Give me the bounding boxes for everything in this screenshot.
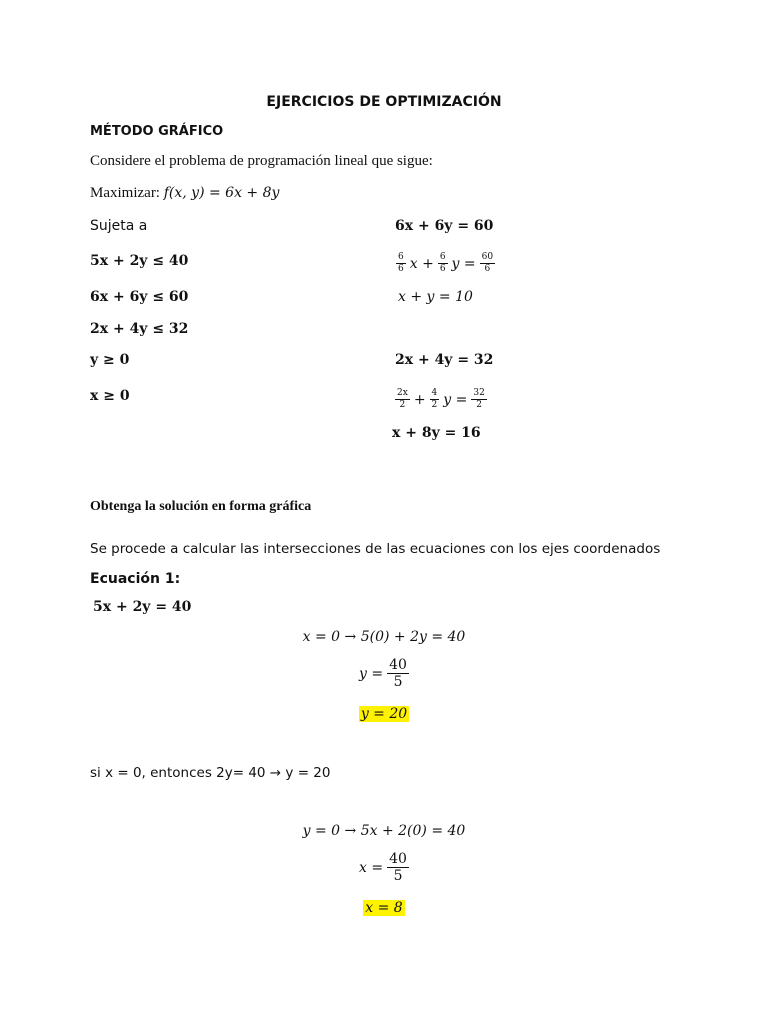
objective-line [90, 185, 279, 202]
equation-1-main: 5x + 2y = 40 [93, 599, 192, 615]
step-b-substitution: y = 0 → 5x + 2(0) = 40 [302, 823, 466, 839]
equation-heading: Ecuación 1: [90, 571, 181, 587]
step-a-result [0, 706, 768, 722]
equation-1: 6x + 6y = 60 [395, 218, 494, 234]
step-b-fraction: x = $\frac{40}{5}$ [359, 851, 407, 884]
equation-1-simplified: x + y = 10 [398, 289, 473, 305]
note-text: si x = 0, entonces 2y= 40 → y = 20 [90, 765, 331, 781]
step-b-result [0, 900, 768, 916]
equation-1-fraction-form: $\frac{6}{6}$ x + $\frac{6}{6}$ y = $\frac{60}{6}$ [398, 252, 494, 274]
constraint-4: y ≥ 0 [90, 352, 130, 368]
page-title: EJERCICIOS DE OPTIMIZACIÓN [266, 94, 502, 110]
step-a-substitution: x = 0 → 5(0) + 2y = 40 [302, 629, 466, 645]
equation-2-fraction-form: $\frac{2x}{2}$ + $\frac{4}{2}$ y = $\frac{32}{2}$ [397, 388, 485, 410]
intro-text: Considere el problema de programación lineal que sigue: [90, 153, 433, 169]
equation-2-simplified: x + 8y = 16 [392, 425, 481, 441]
section-subtitle: MÉTODO GRÁFICO [90, 124, 224, 139]
procedure-text: Se procede a calcular las intersecciones de las ecuaciones con los ejes coordenados [90, 541, 661, 557]
step-a-result-highlight: y = 20 [360, 706, 408, 722]
objective-expression: f(x, y) = 6x + 8y [163, 185, 280, 201]
equation-2: 2x + 4y = 32 [395, 352, 494, 368]
constraints-header: Sujeta a [90, 218, 148, 234]
constraint-1: 5x + 2y ≤ 40 [90, 253, 189, 269]
objective-label: Maximizar: [90, 185, 160, 201]
step-a-fraction: y = $\frac{40}{5}$ [359, 657, 407, 690]
constraint-3: 2x + 4y ≤ 32 [90, 321, 189, 337]
constraint-5: x ≥ 0 [90, 388, 130, 404]
step-b-result-highlight: x = 8 [365, 900, 403, 916]
constraint-2: 6x + 6y ≤ 60 [90, 289, 189, 305]
section-heading: Obtenga la solución en forma gráfica [90, 499, 312, 514]
